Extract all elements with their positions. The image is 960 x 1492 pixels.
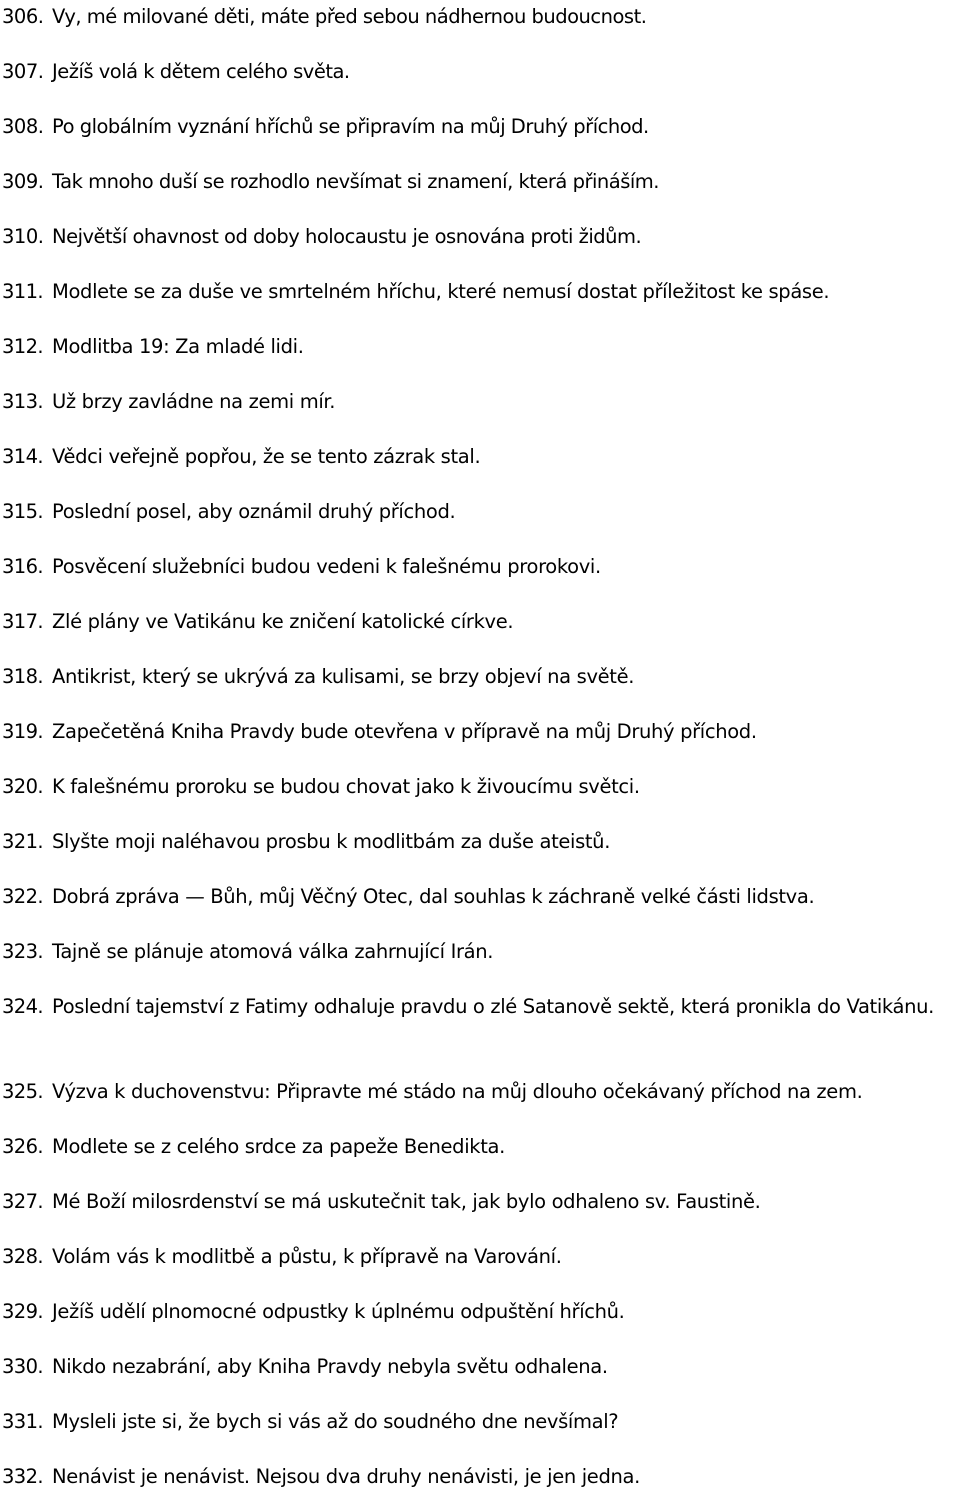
list-item [2,662,952,691]
list-item [2,1187,952,1216]
item-number: 320. [2,775,44,798]
item-text: Antikrist, který se ukrývá za kulisami, se brzy objeví na světě. [52,665,635,688]
list-item [2,1297,952,1326]
list-item [2,277,952,306]
item-number: 322. [2,885,44,908]
list-item [2,937,952,966]
list-item [2,387,952,416]
item-text: Výzva k duchovenstvu: Připravte mé stádo na můj dlouho očekávaný příchod na zem. [52,1080,863,1103]
list-item [2,772,952,801]
list-item [2,992,952,1021]
list-item [2,717,952,746]
item-text: Ježíš udělí plnomocné odpustky k úplnému odpuštění hříchů. [52,1300,625,1323]
item-text: Posvěcení služebníci budou vedeni k falešnému prorokovi. [52,555,601,578]
item-text: Modlete se za duše ve smrtelném hříchu, které nemusí dostat příležitost ke spáse. [52,280,830,303]
list-item [2,1242,952,1271]
item-number: 316. [2,555,44,578]
item-text: Volám vás k modlitbě a půstu, k přípravě na Varování. [52,1245,562,1268]
item-text: Nenávist je nenávist. Nejsou dva druhy nenávisti, je jen jedna. [52,1465,640,1488]
item-text: Tak mnoho duší se rozhodlo nevšímat si znamení, která přináším. [52,170,659,193]
item-number: 319. [2,720,44,743]
list-item [2,332,952,361]
item-number: 310. [2,225,44,248]
item-number: 328. [2,1245,44,1268]
item-number: 329. [2,1300,44,1323]
item-number: 307. [2,60,44,83]
item-text: Největší ohavnost od doby holocaustu je osnována proti židům. [52,225,642,248]
item-text: Poslední tajemství z Fatimy odhaluje pravdu o zlé Satanově sektě, která pronikla do Vatikánu. [52,995,934,1018]
item-text: Po globálním vyznání hříchů se připravím na můj Druhý příchod. [52,115,649,138]
item-text: Dobrá zpráva — Bůh, můj Věčný Otec, dal souhlas k záchraně velké části lidstva. [52,885,815,908]
item-text: Tajně se plánuje atomová válka zahrnující Irán. [52,940,494,963]
item-text: Ježíš volá k dětem celého světa. [52,60,350,83]
list-item [2,1352,952,1381]
item-number: 309. [2,170,44,193]
item-text: Vy, mé milované děti, máte před sebou nádhernou budoucnost. [52,5,647,28]
item-text: Slyšte moji naléhavou prosbu k modlitbám za duše ateistů. [52,830,611,853]
item-number: 311. [2,280,44,303]
item-number: 312. [2,335,44,358]
item-text: Nikdo nezabrání, aby Kniha Pravdy nebyla světu odhalena. [52,1355,608,1378]
item-number: 317. [2,610,44,633]
item-number: 332. [2,1465,44,1488]
item-number: 321. [2,830,44,853]
item-text: Vědci veřejně popřou, že se tento zázrak stal. [52,445,481,468]
item-text: Modlete se z celého srdce za papeže Benedikta. [52,1135,505,1158]
item-text: K falešnému proroku se budou chovat jako k živoucímu světci. [52,775,640,798]
list-item [2,497,952,526]
item-number: 327. [2,1190,44,1213]
item-number: 306. [2,5,44,28]
item-text: Zlé plány ve Vatikánu ke zničení katolické církve. [52,610,514,633]
item-number: 326. [2,1135,44,1158]
list-item [2,222,952,251]
list-item [2,552,952,581]
list-item [2,882,952,911]
list-item [2,607,952,636]
list-item [2,1077,952,1106]
list-item [2,2,952,31]
list-item [2,112,952,141]
item-text: Modlitba 19: Za mladé lidi. [52,335,304,358]
item-number: 308. [2,115,44,138]
list-item [2,1407,952,1436]
item-number: 330. [2,1355,44,1378]
list-item [2,1132,952,1161]
item-text: Mysleli jste si, že bych si vás až do soudného dne nevšímal? [52,1410,619,1433]
list-item [2,827,952,856]
item-number: 324. [2,995,44,1018]
item-text: Zapečetěná Kniha Pravdy bude otevřena v přípravě na můj Druhý příchod. [52,720,757,743]
item-number: 325. [2,1080,44,1103]
list-item [2,57,952,86]
item-text: Mé Boží milosrdenství se má uskutečnit tak, jak bylo odhaleno sv. Faustině. [52,1190,761,1213]
item-number: 323. [2,940,44,963]
list-item [2,442,952,471]
list-item [2,167,952,196]
item-text: Už brzy zavládne na zemi mír. [52,390,336,413]
item-number: 318. [2,665,44,688]
item-number: 313. [2,390,44,413]
item-number: 314. [2,445,44,468]
item-number: 315. [2,500,44,523]
item-text: Poslední posel, aby oznámil druhý příchod. [52,500,456,523]
list-item [2,1462,952,1491]
item-number: 331. [2,1410,44,1433]
